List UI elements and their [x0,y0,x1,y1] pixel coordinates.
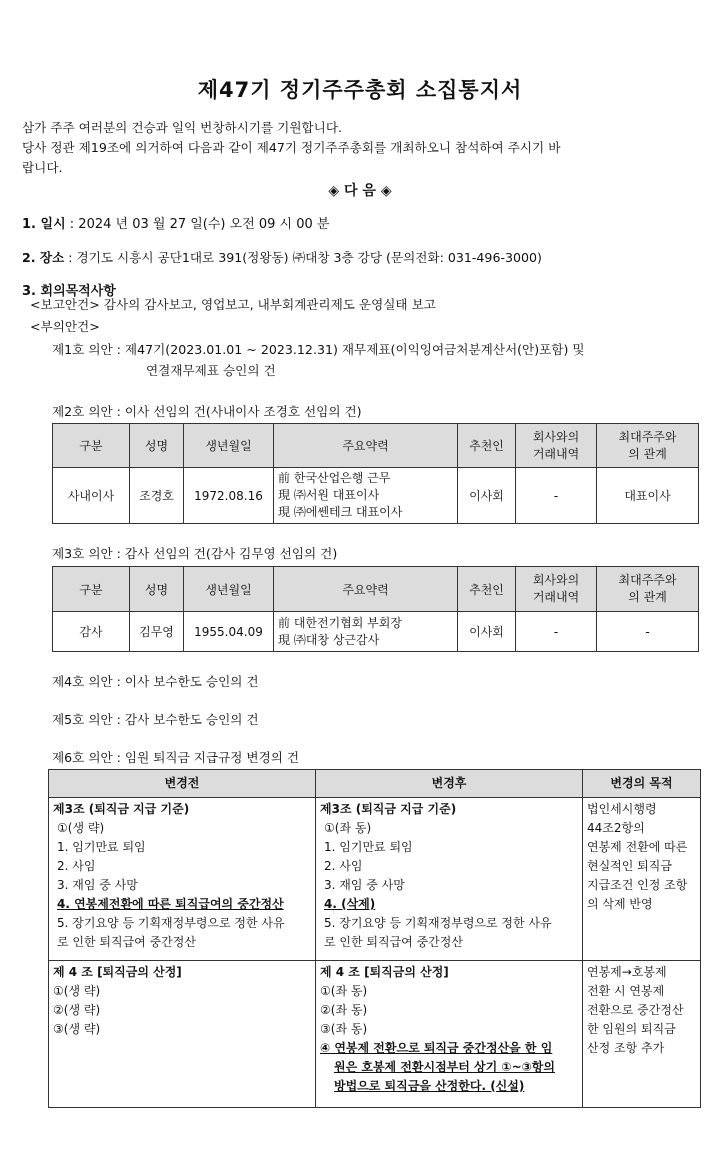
auditor-table [52,566,699,652]
clause: 3. 재임 중 사망 [57,878,138,892]
resolution-items: <부의안건> [30,319,100,334]
director-name: 조경호 [130,468,184,524]
header-transactions: 회사와의 거래내역 [516,567,597,612]
director-recommender: 이사회 [458,468,516,524]
clause: ③(생 략) [53,1022,101,1036]
career-line: 前 한국산업은행 근무 [278,471,391,485]
clause: 로 인한 퇴직급여 중간정산 [324,935,463,949]
agenda-3: 제3호 의안 : 감사 선임의 건(감사 김무영 선임의 건) [52,546,338,561]
new-clause: 원은 호봉제 전환시점부터 상기 ①~③항의 [334,1060,555,1074]
purpose-line: 44조2항의 [587,821,645,835]
article-title: 제 4 조 [퇴직금의 산정] [53,965,182,979]
header-career: 주요약력 [274,567,458,612]
clause: 2. 사임 [57,859,96,873]
table-row [53,468,699,524]
purpose-line: 의 삭제 반영 [587,897,653,911]
director-transactions: - [516,468,597,524]
table-row [49,961,701,1108]
header-relation: 최대주주와 의 관계 [597,567,699,612]
art4-purpose [583,961,701,1108]
purpose-line: 한 임원의 퇴직금 [587,1022,676,1036]
header-recommender: 추천인 [458,424,516,468]
header-name: 성명 [130,567,184,612]
purpose-line: 지급조건 인정 조항 [587,878,688,892]
director-relation: 대표이사 [597,468,699,524]
director-type: 사내이사 [53,468,130,524]
purpose-line: 법인세시행령 [587,802,657,816]
director-career [274,468,458,524]
deleted-clause: 4. 연봉제전환에 따른 퇴직급여의 중간정산 [57,897,284,911]
clause: 3. 재임 중 사망 [324,878,405,892]
agenda-1-line-1: 제1호 의안 : 제47기(2023.01.01 ~ 2023.12.31) 재무제표(이익잉여금처분계산서(안)포함) 및 [52,342,585,357]
item-date-label: 1. 일시 [22,217,66,232]
header-name: 성명 [130,424,184,468]
section-heading: ◈ 다 음 ◈ [328,183,392,199]
art3-purpose [583,798,701,961]
director-birth: 1972.08.16 [184,468,274,524]
purpose-line: 현실적인 퇴직금 [587,859,672,873]
clause: ①(좌 동) [324,821,372,835]
article-title: 제3조 (퇴직금 지급 기준) [53,802,190,816]
clause: ②(좌 동) [320,1003,368,1017]
auditor-relation: - [597,612,699,652]
item-date-value: : 2024 년 03 월 27 일(수) 오전 09 시 00 분 [69,217,330,232]
deleted-marker: 4. (삭제) [324,897,376,911]
rules-change-table [48,769,701,1108]
item-place [22,247,542,266]
intro-line-3: 랍니다. [22,160,63,175]
clause: ③(좌 동) [320,1022,368,1036]
table-row [53,612,699,652]
purpose-line: 연봉제→호봉제 [587,965,667,979]
item-place-value: : 경기도 시흥시 공단1대로 391(정왕동) ㈜대창 3층 강당 (문의전화: 031-496-3000) [68,250,542,265]
career-line: 前 대한전기협회 부회장 [278,615,402,630]
item-date [22,213,329,232]
intro-line-1: 삼가 주주 여러분의 건승과 일익 번창하시기를 기원합니다. [22,120,342,135]
art4-after [316,961,583,1108]
auditor-career [274,612,458,652]
purpose-line: 전환 시 연봉제 [587,984,665,998]
clause: ②(생 략) [53,1003,101,1017]
art3-after [316,798,583,961]
auditor-transactions: - [516,612,597,652]
new-clause: 방법으로 퇴직금을 산정한다. (신설) [334,1079,525,1093]
auditor-recommender: 이사회 [458,612,516,652]
clause: 1. 임기만료 퇴임 [57,840,146,854]
purpose-line: 전환으로 중간정산 [587,1003,684,1017]
auditor-birth: 1955.04.09 [184,612,274,652]
item-place-label: 2. 장소 [22,250,65,265]
header-transactions: 회사와의 거래내역 [516,424,597,468]
header-relation: 최대주주와 의 관계 [597,424,699,468]
art3-before [49,798,316,961]
clause: ①(생 략) [53,984,101,998]
report-items: <보고안건> 감사의 감사보고, 영업보고, 내부회계관리제도 운영실태 보고 [30,297,436,312]
header-birth: 생년월일 [184,424,274,468]
auditor-name: 김무영 [130,612,184,652]
header-career: 주요약력 [274,424,458,468]
clause: 1. 임기만료 퇴임 [324,840,413,854]
new-clause: ④ 연봉제 전환으로 퇴직금 중간정산을 한 임 [320,1041,553,1055]
table-row [49,798,701,961]
purpose-line: 산정 조항 추가 [587,1041,665,1055]
clause: 5. 장기요양 등 기획재정부령으로 정한 사유 [57,916,285,930]
agenda-5: 제5호 의안 : 감사 보수한도 승인의 건 [52,712,259,727]
clause: ①(생 략) [57,821,105,835]
agenda-6: 제6호 의안 : 임원 퇴직금 지급규정 변경의 건 [52,750,300,765]
article-title: 제3조 (퇴직금 지급 기준) [320,802,457,816]
header-birth: 생년월일 [184,567,274,612]
auditor-type: 감사 [53,612,130,652]
header-type: 구분 [53,567,130,612]
career-line: 現 ㈜에쎈테크 대표이사 [278,505,403,519]
header-after: 변경후 [316,770,583,798]
header-purpose: 변경의 목적 [583,770,701,798]
career-line: 現 ㈜대창 상근감사 [278,632,380,647]
intro-line-2: 당사 정관 제19조에 의거하여 다음과 같이 제47기 정기주주총회를 개최하오니 참석하여 주시기 바 [22,140,561,155]
item-agenda-label: 3. 회의목적사항 [22,284,116,299]
agenda-4: 제4호 의안 : 이사 보수한도 승인의 건 [52,674,259,689]
agenda-2: 제2호 의안 : 이사 선임의 건(사내이사 조경호 선임의 건) [52,404,362,419]
header-type: 구분 [53,424,130,468]
header-recommender: 추천인 [458,567,516,612]
clause: ①(좌 동) [320,984,368,998]
page-title: 제47기 정기주주총회 소집통지서 [197,78,523,102]
clause: 5. 장기요양 등 기획재정부령으로 정한 사유 [324,916,552,930]
article-title: 제 4 조 [퇴직금의 산정] [320,965,449,979]
purpose-line: 연봉제 전환에 따른 [587,840,688,854]
header-before: 변경전 [49,770,316,798]
clause: 2. 사임 [324,859,363,873]
art4-before [49,961,316,1108]
director-table [52,423,699,524]
career-line: 現 ㈜서원 대표이사 [278,488,380,502]
clause: 로 인한 퇴직급여 중간정산 [57,935,196,949]
agenda-1-line-2: 연결재무제표 승인의 건 [146,363,276,378]
